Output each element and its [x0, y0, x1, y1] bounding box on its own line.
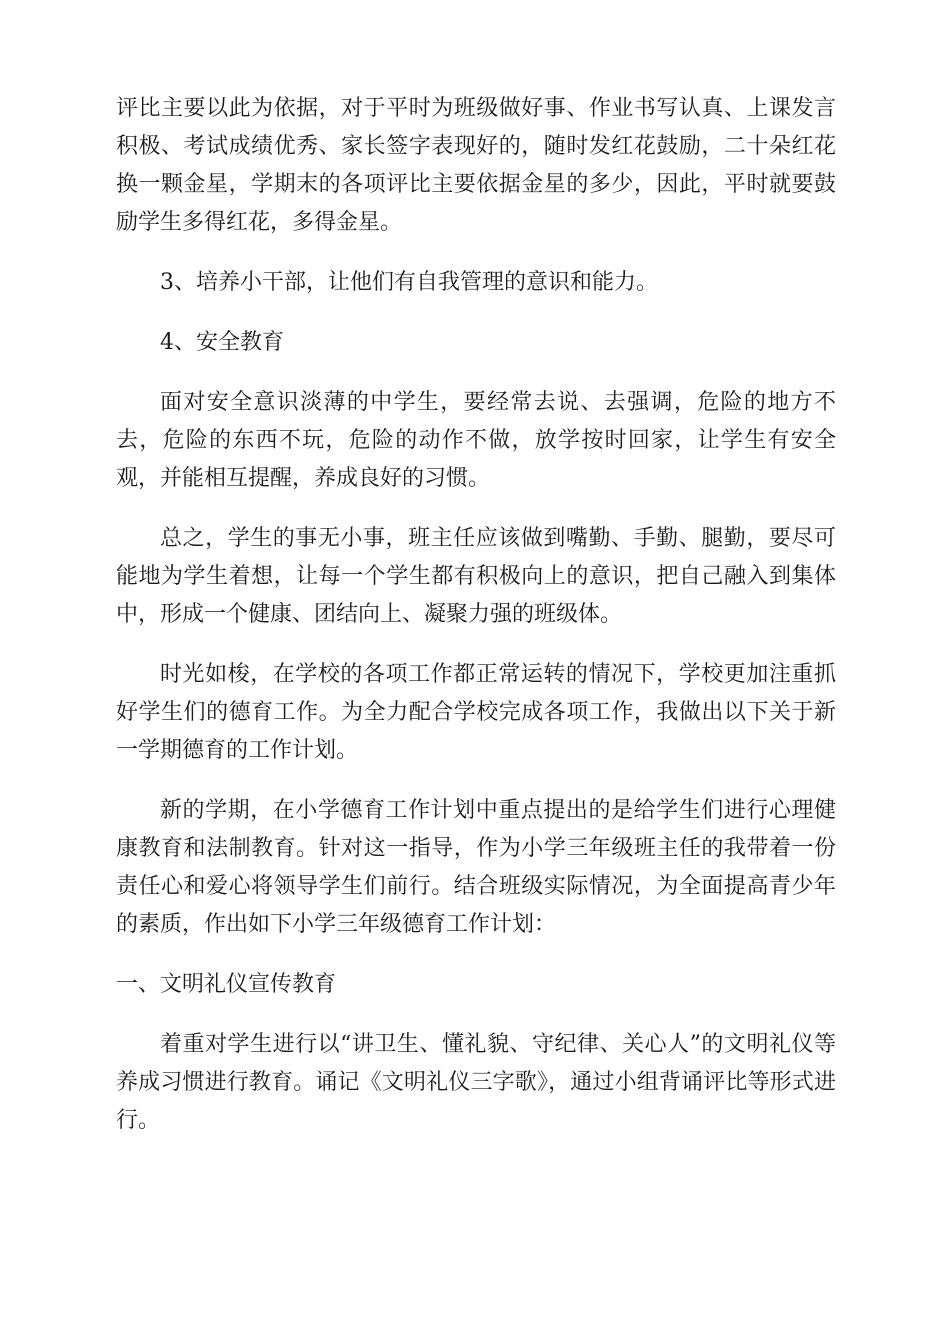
paragraph-safety-education: 面对安全意识淡薄的中学生，要经常去说、去强调，危险的地方不去，危险的东西不玩，危险的动作不做，放学按时回家，让学生有安全观，并能相互提醒，养成良好的习惯。 — [116, 390, 836, 491]
paragraph-etiquette-education: 着重对学生进行以“讲卫生、懂礼貌、守纪律、关心人”的文明礼仪等养成习惯进行教育。诵记《文明礼仪三字歌》，通过小组背诵评比等形式进行。 — [116, 1032, 836, 1133]
paragraph-evaluation-continued: 评比主要以此为依据，对于平时为班级做好事、作业书写认真、上课发言积极、考试成绩优秀、家长签字表现好的，随时发红花鼓励，二十朵红花换一颗金星，学期末的各项评比主要依据金星的多少，因此，平时就要鼓励学生多得红花，多得金星。 — [116, 96, 836, 235]
paragraph-item-4-heading: 4、安全教育 — [160, 330, 284, 355]
section-heading-etiquette: 一、文明礼仪宣传教育 — [116, 972, 337, 997]
paragraph-summary: 总之，学生的事无小事，班主任应该做到嘴勤、手勤、腿勤，要尽可能地为学生着想，让每一个学生都有积极向上的意识，把自己融入到集体中，形成一个健康、团结向上、凝聚力强的班级体。 — [116, 526, 836, 627]
paragraph-time-flies: 时光如梭，在学校的各项工作都正常运转的情况下，学校更加注重抓好学生们的德育工作。为全力配合学校完成各项工作，我做出以下关于新一学期德育的工作计划。 — [116, 662, 836, 763]
paragraph-new-semester: 新的学期，在小学德育工作计划中重点提出的是给学生们进行心理健康教育和法制教育。针对这一指导，作为小学三年级班主任的我带着一份责任心和爱心将领导学生们前行。结合班级实际情况，为全面提高青少年的素质，作出如下小学三年级德育工作计划： — [116, 798, 836, 937]
paragraph-item-3: 3、培养小干部，让他们有自我管理的意识和能力。 — [160, 270, 658, 295]
document-body — [116, 90, 836, 1162]
